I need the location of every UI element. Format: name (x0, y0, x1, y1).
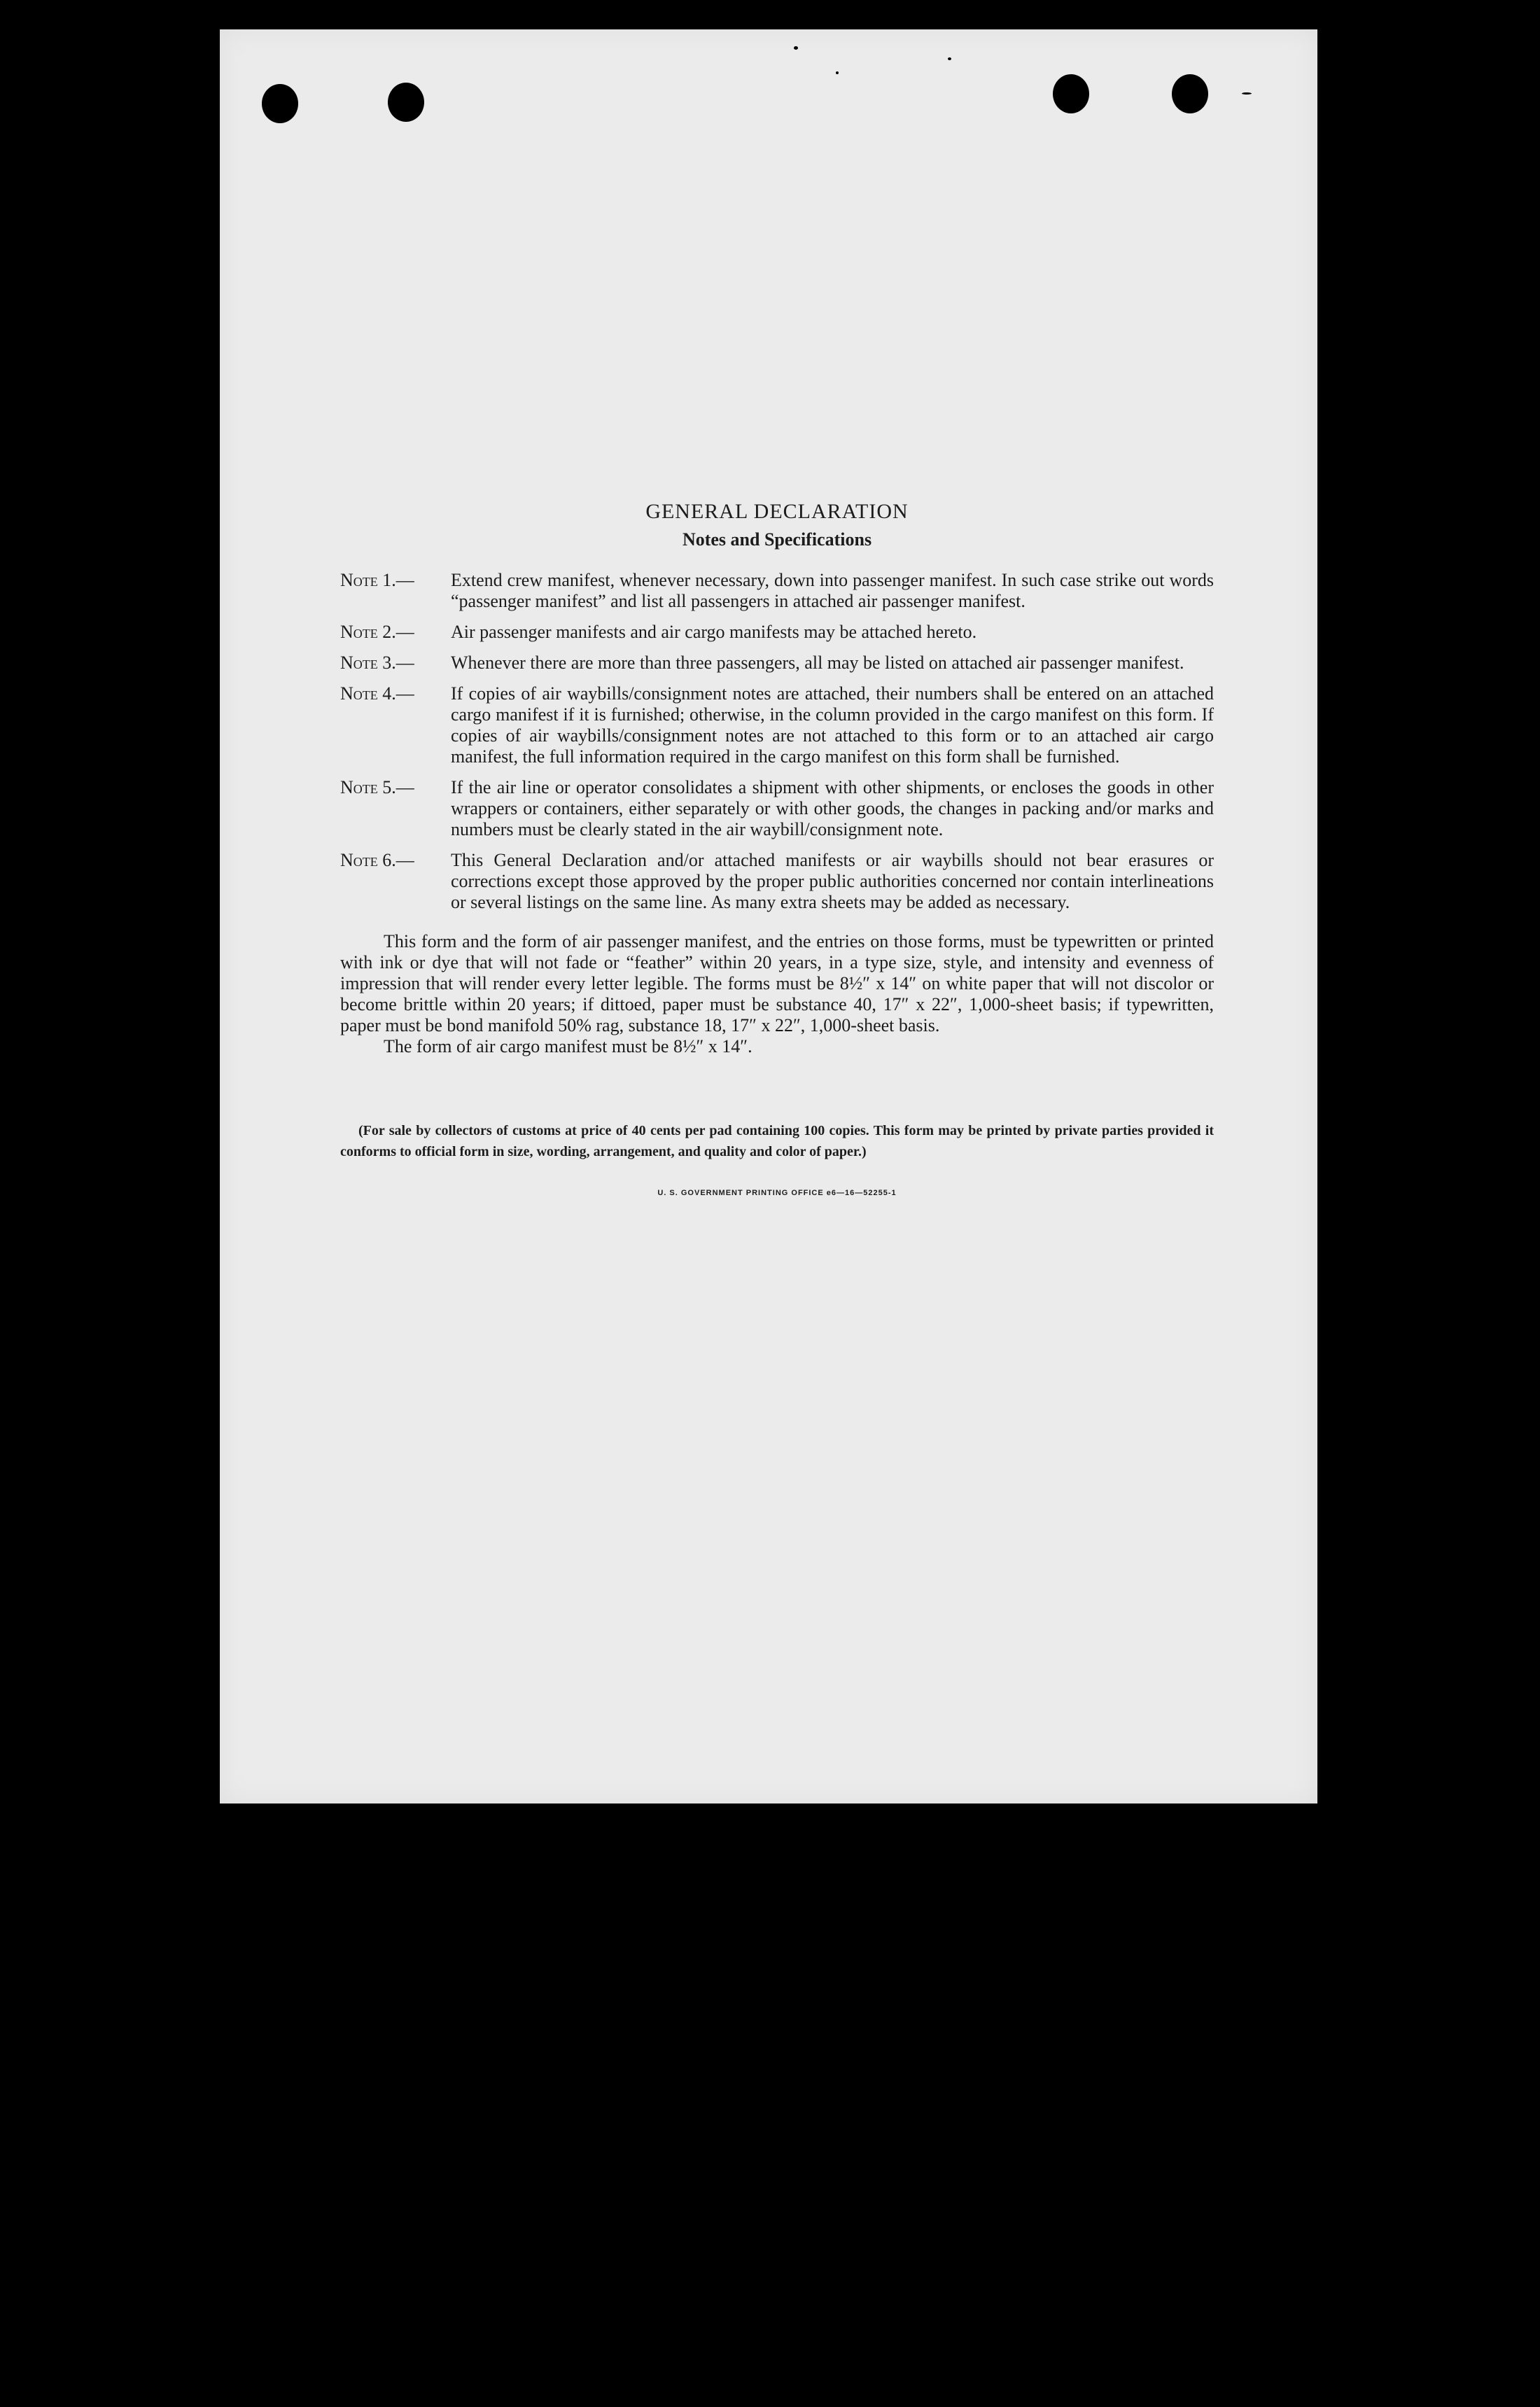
sale-note: (For sale by collectors of customs at price of 40 cents per pad containing 100 copies. This form may be printed by private parties provided it conforms to official form in size, wording, arrangement, and quality and color of paper.) (340, 1123, 1214, 1159)
note-text: Extend crew manifest, whenever necessary, down into passenger manifest. In such case strike out words “passenger manifest” and list all passengers in attached air passenger manifest. (451, 570, 1214, 611)
note-label: Note 3.— (340, 653, 414, 673)
note-label: Note 5.— (340, 777, 414, 797)
speck (836, 71, 839, 74)
declaration-content (340, 500, 1214, 1197)
note-label: Note 2.— (340, 622, 414, 642)
punch-hole-2 (388, 83, 424, 122)
note-1 (340, 570, 1214, 612)
note-4 (340, 683, 1214, 767)
page-subtitle: Notes and Specifications (682, 529, 872, 550)
note-2 (340, 622, 1214, 643)
document-page (220, 29, 1317, 1803)
note-6 (340, 850, 1214, 913)
note-3 (340, 653, 1214, 674)
note-label: Note 6.— (340, 850, 414, 870)
page-title: GENERAL DECLARATION (645, 500, 909, 523)
printing-office-imprint: U. S. GOVERNMENT PRINTING OFFICE e6—16—52255-1 (657, 1189, 897, 1197)
speck (948, 57, 951, 60)
note-label: Note 4.— (340, 683, 414, 704)
note-text: If copies of air waybills/consignment notes are attached, their numbers shall be entered on an attached cargo manifest if it is furnished; otherwise, in the column provided in the cargo manifest on this form. If copies of air waybills/consignment notes are not attached to this form or to an attached air cargo manifest, the full information required in the cargo manifest on this form shall be furnished. (451, 683, 1214, 767)
note-text: Air passenger manifests and air cargo manifests may be attached hereto. (451, 622, 977, 642)
speck (794, 46, 798, 50)
punch-hole-3 (1053, 74, 1089, 113)
form-requirements-paragraph: This form and the form of air passenger manifest, and the entries on those forms, must be typewritten or printed with ink or dye that will not fade or “feather” within 20 years, in a type size, style, and intensity and evenness of impression that will render every letter legible. The forms must be 8½″ x 14″ on white paper that will not discolor or become brittle within 20 years; if dittoed, paper must be substance 40, 17″ x 22″, 1,000-sheet basis; if typewritten, paper must be bond manifold 50% rag, substance 18, 17″ x 22″, 1,000-sheet basis. (340, 931, 1214, 1035)
note-text: If the air line or operator consolidates a shipment with other shipments, or encloses the goods in other wrappers or containers, either separately or with other goods, the changes in packing and/or marks and numbers must be clearly stated in the air waybill/consignment note. (451, 777, 1214, 839)
punch-hole-4 (1172, 74, 1208, 113)
note-text: This General Declaration and/or attached manifests or air waybills should not bear erasures or corrections except those approved by the proper public authorities concerned nor contain interlineations or several listings on the same line. As many extra sheets may be added as necessary. (451, 850, 1214, 912)
speck (1242, 92, 1252, 95)
cargo-manifest-size: The form of air cargo manifest must be 8½″ x 14″. (384, 1036, 752, 1056)
note-label: Note 1.— (340, 570, 414, 590)
note-text: Whenever there are more than three passengers, all may be listed on attached air passenger manifest. (451, 653, 1184, 673)
punch-hole-1 (262, 84, 298, 123)
note-5 (340, 777, 1214, 840)
